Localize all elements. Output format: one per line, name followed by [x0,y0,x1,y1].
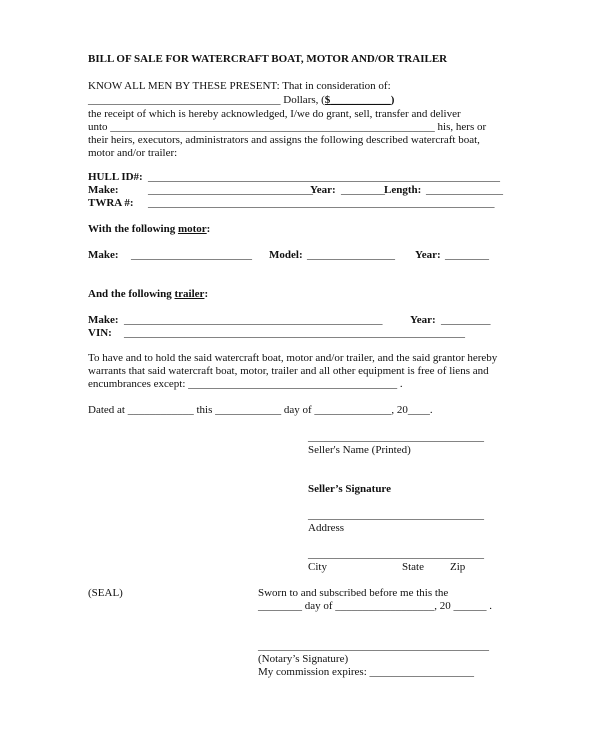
sworn-line-1: Sworn to and subscribed before me this the [258,587,449,599]
boat-year-field[interactable]: ________ [341,184,385,196]
address-label: Address [308,522,345,534]
intro-buyer-line[interactable]: unto ___________________________________________________________ his, hers or [88,121,487,133]
motor-make-label: Make: [88,249,119,261]
seal-label: (SEAL) [88,587,123,599]
boat-year-label: Year: [310,184,336,196]
motor-year-label: Year: [415,249,441,261]
dollars-amount-words[interactable]: ___________________________________ Dollars, ( [88,94,325,106]
dollars-close-paren: ) [390,94,395,106]
boat-length-field[interactable]: ______________ [426,184,503,196]
notary-signature-label: (Notary’s Signature) [258,653,349,665]
document-title: BILL OF SALE FOR WATERCRAFT BOAT, MOTOR AND/OR TRAILER [88,53,448,65]
trailer-make-label: Make: [88,314,119,326]
twra-field[interactable]: _______________________________________________________________ [148,197,495,209]
city-label: City [308,561,327,573]
motor-heading: With the following motor: [88,223,211,235]
hull-id-field[interactable]: ________________________________________________________________ [148,171,500,183]
boat-length-label: Length: [384,184,422,196]
seller-name-label: Seller's Name (Printed) [308,444,411,456]
terms-line-2: warrants that said watercraft boat, motor, trailer and all other equipment is free of liens and [88,365,489,377]
motor-year-field[interactable]: ________ [445,249,489,261]
seller-name-field[interactable]: ________________________________ [308,431,484,443]
address-field[interactable]: ________________________________ [308,509,484,521]
trailer-make-field[interactable]: _______________________________________________ [124,314,383,326]
twra-label: TWRA #: [88,197,134,209]
zip-label: Zip [450,561,466,573]
intro-dollars-line [88,94,394,107]
motor-model-field[interactable]: ________________ [307,249,395,261]
boat-make-field[interactable]: ______________________________ [148,184,313,196]
motor-model-label: Model: [269,249,303,261]
dollar-sign: $ [324,94,331,106]
notary-signature-field[interactable]: __________________________________________ [258,640,489,652]
hull-id-label: HULL ID#: [88,171,143,183]
seller-signature-label: Seller’s Signature [308,483,391,495]
city-state-zip-field[interactable]: ________________________________ [308,548,484,560]
boat-make-label: Make: [88,184,119,196]
trailer-year-label: Year: [410,314,436,326]
trailer-vin-label: VIN: [88,327,112,339]
sworn-date-line[interactable]: ________ day of __________________, 20 ______ . [258,600,493,612]
dollars-amount-numeric[interactable]: ___________ [330,94,391,106]
intro-line-6: motor and/or trailer: [88,147,178,159]
intro-line-5: their heirs, executors, administrators and assigns the following described watercraft boat, [88,134,480,146]
intro-line-3: the receipt of which is hereby acknowledged, I/we do grant, sell, transfer and deliver [88,108,461,120]
state-label: State [402,561,424,573]
motor-make-field[interactable]: ______________________ [131,249,252,261]
trailer-heading: And the following trailer: [88,288,209,300]
terms-line-1: To have and to hold the said watercraft boat, motor and/or trailer, and the said grantor hereby [88,352,498,364]
dated-line[interactable]: Dated at ____________ this ____________ day of ______________, 20____. [88,404,433,416]
trailer-vin-field[interactable]: ______________________________________________________________ [124,327,465,339]
trailer-year-field[interactable]: _________ [441,314,491,326]
commission-expires-line[interactable]: My commission expires: ___________________ [258,666,475,678]
terms-encumbrances-line[interactable]: encumbrances except: ______________________________________ . [88,378,403,390]
intro-line-1: KNOW ALL MEN BY THESE PRESENT: That in consideration of: [88,80,391,92]
